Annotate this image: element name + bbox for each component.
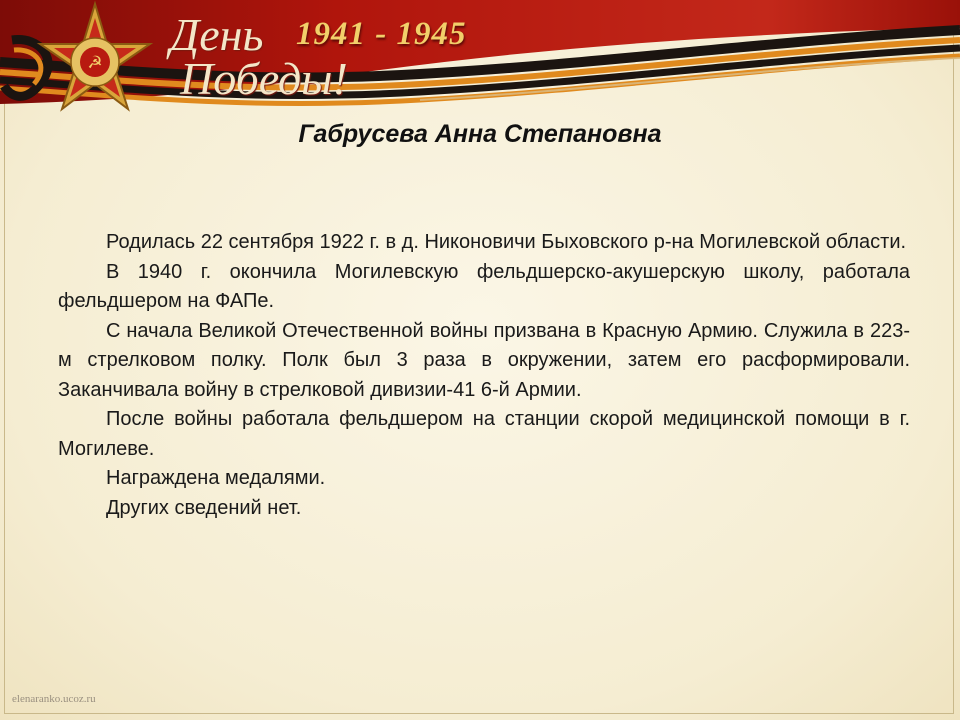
biography-text	[58, 228, 910, 523]
person-name-title: Габрусева Анна Степановна	[298, 120, 662, 148]
banner-pobedy-text: Победы!	[180, 53, 348, 104]
banner-den-text: День	[170, 9, 264, 60]
banner-years: 1941 - 1945	[296, 16, 467, 52]
svg-text:☭: ☭	[87, 53, 103, 73]
victory-day-banner	[0, 0, 960, 120]
biography-paragraph: В 1940 г. окончила Могилевскую фельдшерско-акушерскую школу, работала фельдшером на ФАПе.	[58, 260, 910, 312]
biography-paragraph: С начала Великой Отечественной войны призвана в Красную Армию. Служила в 223-м стрелковом полку. Полк был 3 раза в окружении, затем его расформировали. Заканчивала войну в стрелковой дивизии-41 6-й Армии.	[58, 319, 910, 401]
biography-paragraph: Награждена медалями.	[106, 467, 326, 489]
biography-paragraph: После войны работала фельдшером на станции скорой медицинской помощи в г. Могилеве.	[58, 408, 910, 460]
banner-graphic	[0, 0, 960, 120]
biography-paragraph: Родилась 22 сентября 1922 г. в д. Никоновичи Быховского р-на Могилевской области.	[106, 231, 907, 253]
biography-paragraph: Других сведений нет.	[106, 496, 302, 519]
source-credit: elenaranko.ucoz.ru	[12, 693, 96, 705]
